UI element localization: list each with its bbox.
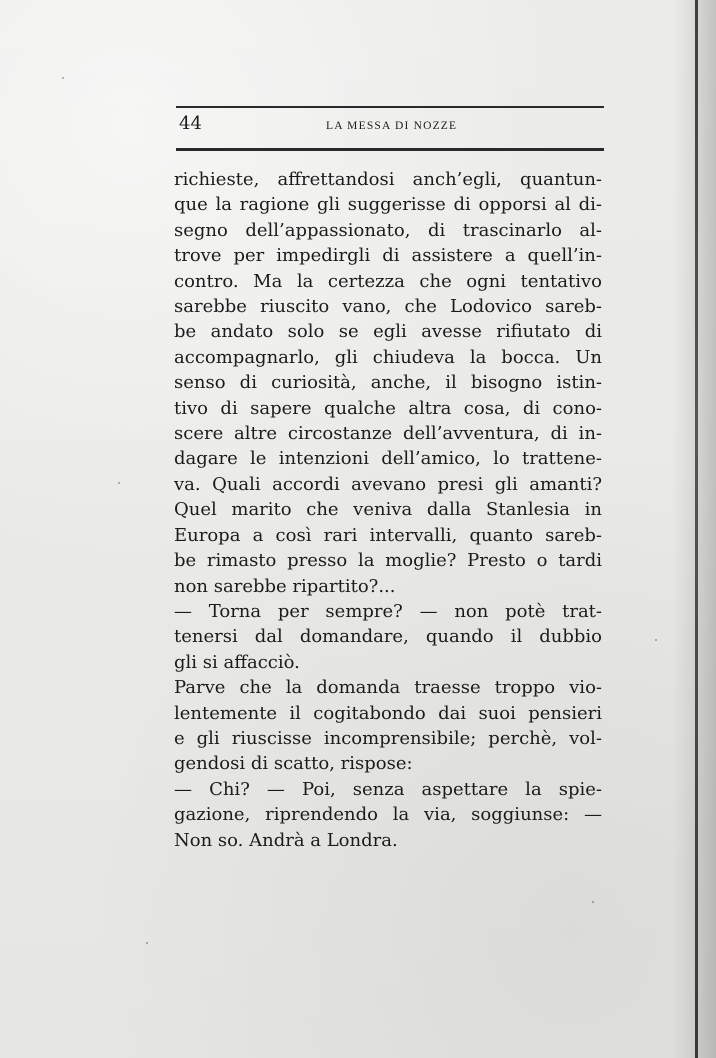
text-line: segno dell’appassionato, di trascinarlo al- — [174, 219, 602, 241]
text-line: richieste, affrettandosi anch’egli, quantun- — [174, 169, 602, 190]
text-line: sarebbe riuscito vano, che Lodovico sareb- — [174, 296, 602, 318]
text-line: dagare le intenzioni dell’amico, lo trattene- — [174, 448, 602, 470]
text-line: Parve che la domanda traesse troppo vio- — [174, 677, 602, 699]
text-line: e gli riuscisse incomprensibile; perchè, vol- — [174, 727, 602, 749]
paper-speck — [655, 639, 657, 641]
book-gutter-shadow — [672, 0, 716, 1058]
body-text — [174, 167, 602, 853]
paper-speck — [592, 901, 594, 903]
text-line: trove per impedirgli di assistere a quell’in- — [174, 245, 602, 267]
text-line: be rimasto presso la moglie? Presto o tardi — [174, 550, 602, 572]
paper-speck — [62, 77, 64, 79]
text-line: contro. Ma la certezza che ogni tentativo — [174, 270, 602, 292]
text-line: tenersi dal domandare, quando il dubbio — [174, 626, 602, 648]
text-line: Quel marito che veniva dalla Stanlesia in — [174, 499, 602, 521]
text-line: be andato solo se egli avesse rifiutato di — [174, 321, 602, 343]
text-line: — Chi? — Poi, senza aspettare la spie- — [174, 778, 602, 800]
paper-speck — [118, 482, 120, 484]
text-line: lentemente il cogitabondo dai suoi pensieri — [174, 702, 602, 724]
text-line: senso di curiosità, anche, il bisogno istin- — [174, 372, 602, 394]
text-line: gendosi di scatto, rispose: — [174, 753, 413, 775]
text-line: scere altre circostanze dell’avventura, di in- — [174, 423, 602, 445]
text-line: — Torna per sempre? — non potè trat- — [174, 600, 602, 622]
book-spine-edge — [695, 0, 698, 1058]
text-line: gli si affacciò. — [174, 651, 300, 673]
text-line: va. Quali accordi avevano presi gli amanti? — [174, 473, 602, 495]
text-line: que la ragione gli suggerisse di opporsi al di- — [174, 194, 602, 216]
header-bottom-rule — [176, 148, 604, 151]
text-line: non sarebbe ripartito?... — [174, 575, 396, 597]
paper-speck — [146, 942, 148, 944]
text-line: accompagnarlo, gli chiudeva la bocca. Un — [174, 346, 602, 368]
running-head: LA MESSA DI NOZZE — [326, 120, 458, 132]
header-top-rule — [176, 106, 604, 108]
text-line: Europa a così rari intervalli, quanto sareb- — [174, 524, 602, 546]
page-number: 44 — [179, 113, 202, 134]
text-line: gazione, riprendendo la via, soggiunse: — — [174, 804, 602, 826]
text-line: Non so. Andrà a Londra. — [174, 829, 398, 851]
text-line: tivo di sapere qualche altra cosa, di cono- — [174, 397, 602, 419]
